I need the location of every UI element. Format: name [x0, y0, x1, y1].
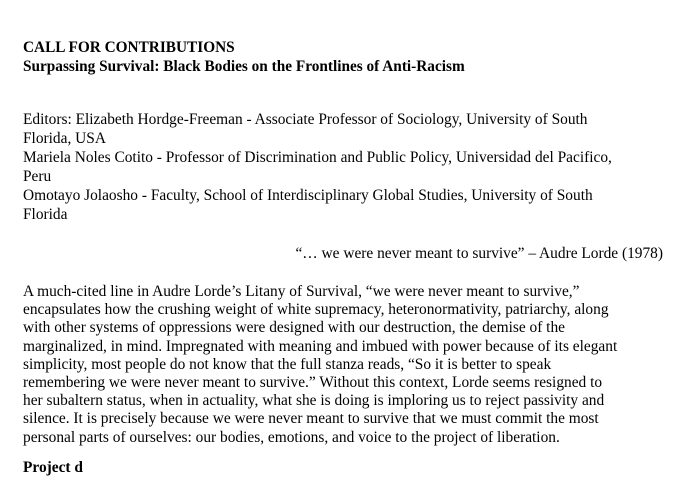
body-line: with other systems of oppressions were designed with our destruction, the demise of the	[23, 319, 565, 337]
editors-block	[23, 110, 663, 224]
editor-2-line-2: Peru	[23, 168, 52, 185]
body-line: simplicity, most people do not know that the full stanza reads, “So it is better to speak	[23, 355, 552, 373]
body-line: her subaltern status, when in actuality, what she is doing is imploring us to reject passivity and	[23, 392, 605, 410]
body-line: personal parts of ourselves: our bodies, emotions, and voice to the project of liberation.	[23, 428, 560, 446]
document-heading	[23, 38, 663, 76]
editor-1-line-1: Editors: Elizabeth Hordge-Freeman - Associate Professor of Sociology, University of South	[23, 111, 588, 128]
editor-3-line-1: Omotayo Jolaosho - Faculty, School of Interdisciplinary Global Studies, University of South	[23, 187, 593, 204]
document-page	[23, 38, 663, 447]
section-heading-cutoff: Project d	[23, 459, 83, 476]
body-line: A much-cited line in Audre Lorde’s Litany of Survival, “we were never meant to survive,”	[23, 283, 580, 300]
editor-3-line-2: Florida	[23, 206, 68, 223]
editor-1-line-2: Florida, USA	[23, 130, 106, 147]
body-paragraph	[23, 283, 663, 447]
epigraph: “… we were never meant to survive” – Audre Lorde (1978)	[295, 245, 663, 262]
call-title: CALL FOR CONTRIBUTIONS	[23, 39, 235, 56]
editor-2-line-1: Mariela Noles Cotito - Professor of Discrimination and Public Policy, Universidad del Pacifico,	[23, 149, 612, 166]
volume-title: Surpassing Survival: Black Bodies on the Frontlines of Anti-Racism	[23, 58, 465, 75]
body-line: silence. It is precisely because we were never meant to survive that we must commit the most	[23, 410, 599, 428]
body-line: encapsulates how the crushing weight of white supremacy, heteronormativity, patriarchy, along	[23, 301, 609, 319]
body-line: remembering we were never meant to survive.” Without this context, Lorde seems resigned to	[23, 374, 603, 392]
body-line: marginalized, in mind. Impregnated with meaning and imbued with power because of its elegant	[23, 337, 618, 355]
